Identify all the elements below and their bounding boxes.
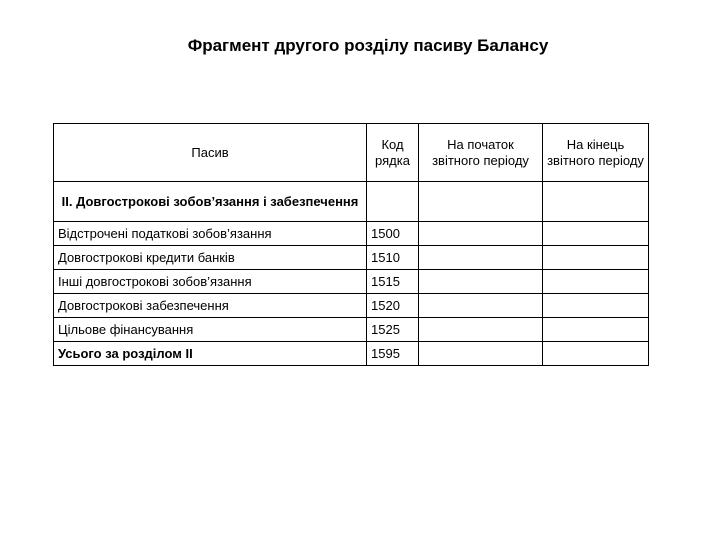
header-code: Код рядка [367,124,419,182]
row-code: 1595 [367,342,419,366]
row-end-value [543,318,649,342]
section-end-cell [543,182,649,222]
row-label: Інші довгострокові зобов’язання [54,270,367,294]
balance-liabilities-table [53,123,649,366]
row-end-value [543,246,649,270]
row-label: Цільове фінансування [54,318,367,342]
header-liability: Пасив [54,124,367,182]
row-start-value [419,222,543,246]
table-row [54,246,649,270]
row-code: 1515 [367,270,419,294]
section-title: ІІ. Довгострокові зобов’язання і забезпечення [54,182,367,222]
row-label: Довгострокові кредити банків [54,246,367,270]
row-label: Відстрочені податкові зобов’язання [54,222,367,246]
row-end-value [543,270,649,294]
table-row [54,270,649,294]
row-code: 1500 [367,222,419,246]
header-period-end: На кінець звітного періоду [543,124,649,182]
row-end-value [543,294,649,318]
table-row [54,318,649,342]
row-start-value [419,318,543,342]
row-start-value [419,270,543,294]
table-row [54,294,649,318]
row-label: Довгострокові забезпечення [54,294,367,318]
row-start-value [419,342,543,366]
row-code: 1520 [367,294,419,318]
section-code-cell [367,182,419,222]
table-header-row [54,124,649,182]
section-row [54,182,649,222]
row-code: 1525 [367,318,419,342]
section-start-cell [419,182,543,222]
row-label: Усього за розділом ІІ [54,342,367,366]
row-start-value [419,246,543,270]
row-code: 1510 [367,246,419,270]
page-title: Фрагмент другого розділу пасиву Балансу [187,36,549,55]
row-end-value [543,222,649,246]
header-period-start: На початок звітного періоду [419,124,543,182]
table-row [54,222,649,246]
row-end-value [543,342,649,366]
table-row-total [54,342,649,366]
row-start-value [419,294,543,318]
